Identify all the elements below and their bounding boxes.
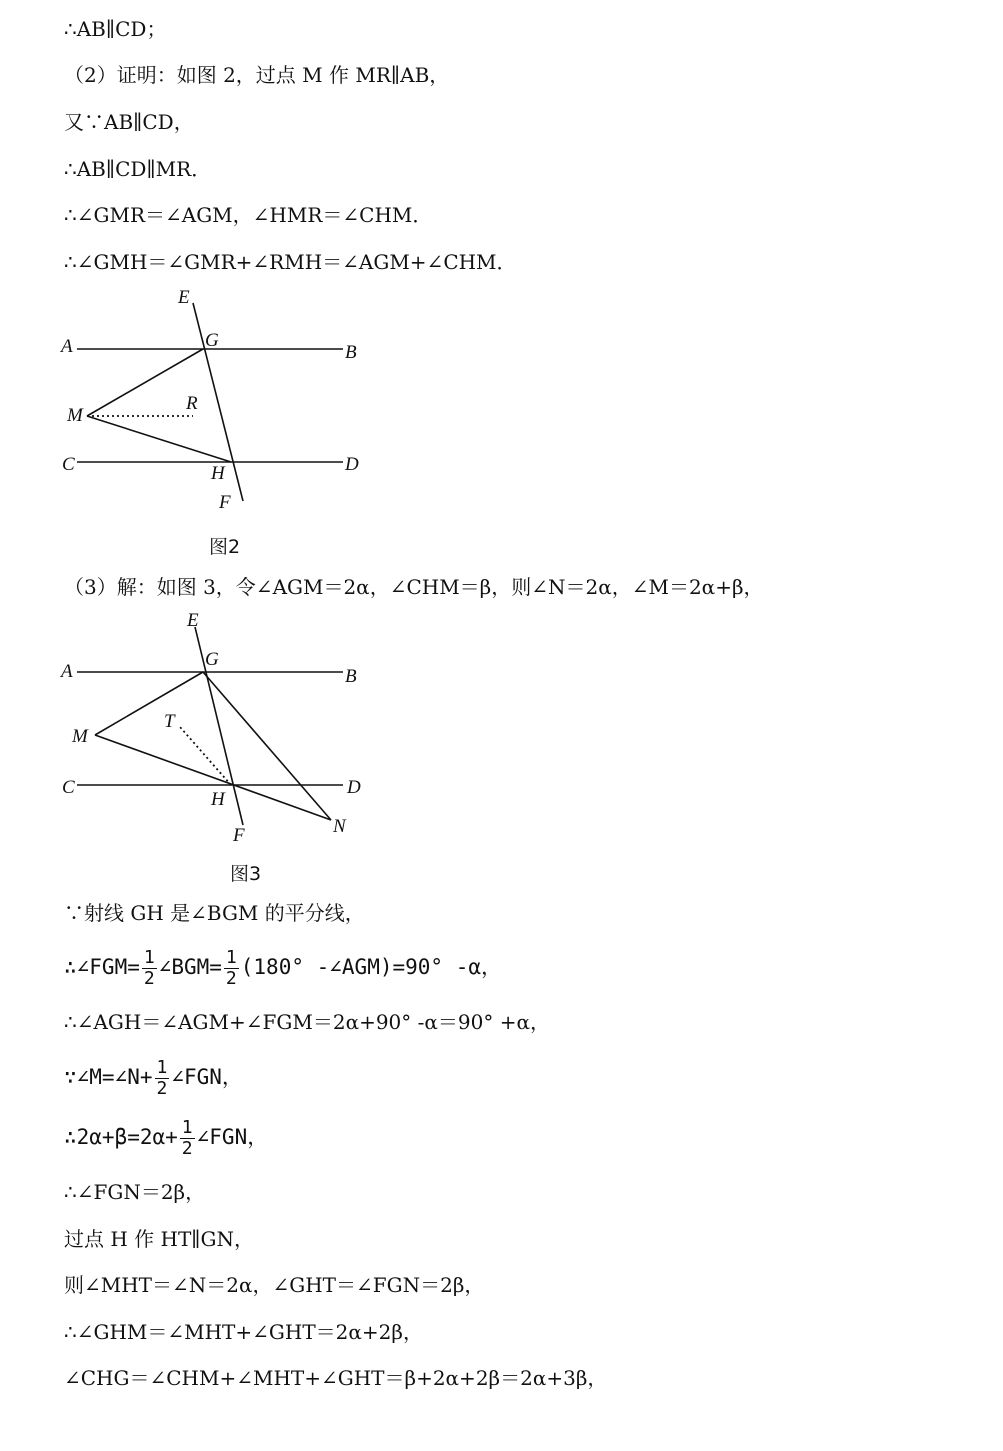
figure-3-caption: 图3 <box>230 863 262 885</box>
fraction-half: $\frac{1}{2}$ <box>181 1116 193 1159</box>
segment-mh <box>87 416 231 462</box>
text-eq-9: ∴∠GHM＝∠MHT+∠GHT＝2α+2β， <box>64 1320 423 1344</box>
label-m: M <box>72 726 88 747</box>
eq5-part-b: ∠FGN， <box>196 1125 269 1149</box>
label-h: H <box>211 463 225 484</box>
text-line-1: ∴AB∥CD； <box>64 17 167 41</box>
label-c: C <box>62 777 75 798</box>
figure-2-diagram <box>55 285 375 525</box>
eq4-part-b: ∠FGN， <box>171 1065 243 1089</box>
label-g: G <box>205 330 219 351</box>
text-eq-1: ∵射线 GH 是∠BGM 的平分线， <box>64 901 365 925</box>
eq2-part-c: (180° -∠AGM)=90° -α， <box>240 955 502 979</box>
fraction-half: $\frac{1}{2}$ <box>156 1056 168 1099</box>
text-line-6: ∴∠GMH＝∠GMR+∠RMH＝∠AGM+∠CHM． <box>64 250 517 274</box>
text-part3-intro: （3）解：如图 3，令∠AGM＝2α，∠CHM＝β，则∠N＝2α，∠M＝2α+β， <box>64 575 764 599</box>
text-line-3: 又∵AB∥CD， <box>64 110 194 134</box>
label-b: B <box>345 666 357 687</box>
label-n: N <box>333 816 346 837</box>
text-eq-8: 则∠MHT＝∠N＝2α，∠GHT＝∠FGN＝2β， <box>64 1273 485 1297</box>
text-line-4: ∴AB∥CD∥MR． <box>64 157 212 181</box>
label-d: D <box>345 454 359 475</box>
label-t: T <box>164 711 175 732</box>
segment-mg <box>95 672 203 735</box>
label-m: M <box>67 405 83 426</box>
text-eq-5 <box>64 1115 268 1159</box>
text-eq-2 <box>64 945 502 989</box>
text-eq-6: ∴∠FGN＝2β， <box>64 1180 206 1204</box>
label-e: E <box>187 610 199 631</box>
label-g: G <box>205 649 219 670</box>
figure-2-caption: 图2 <box>209 536 241 558</box>
text-line-5: ∴∠GMR＝∠AGM，∠HMR＝∠CHM． <box>64 203 433 227</box>
label-c: C <box>62 454 75 475</box>
fraction-half: $\frac{1}{2}$ <box>225 946 237 989</box>
text-eq-7: 过点 H 作 HT∥GN， <box>64 1227 255 1251</box>
label-h: H <box>211 789 225 810</box>
fraction-half: $\frac{1}{2}$ <box>143 946 155 989</box>
eq2-part-b: ∠BGM= <box>158 955 222 979</box>
text-eq-4 <box>64 1055 243 1099</box>
eq2-part-a: ∴∠FGM= <box>64 955 140 979</box>
label-a: A <box>61 661 73 682</box>
label-a: A <box>61 336 73 357</box>
segment-ht-dotted <box>180 727 231 785</box>
label-d: D <box>347 777 361 798</box>
eq5-part-a: ∴2α+β=2α+ <box>64 1125 178 1149</box>
text-eq-3: ∴∠AGH＝∠AGM+∠FGM＝2α+90° -α＝90° +α， <box>64 1010 550 1034</box>
label-r: R <box>186 393 198 414</box>
text-line-2: （2）证明：如图 2，过点 M 作 MR∥AB， <box>64 63 450 87</box>
label-e: E <box>178 287 190 308</box>
text-eq-10: ∠CHG＝∠CHM+∠MHT+∠GHT＝β+2α+2β＝2α+3β， <box>64 1366 608 1390</box>
label-f: F <box>219 492 231 513</box>
figure-3-diagram <box>55 607 375 857</box>
eq4-part-a: ∵∠M=∠N+ <box>64 1065 153 1089</box>
label-b: B <box>345 342 357 363</box>
label-f: F <box>233 825 245 846</box>
